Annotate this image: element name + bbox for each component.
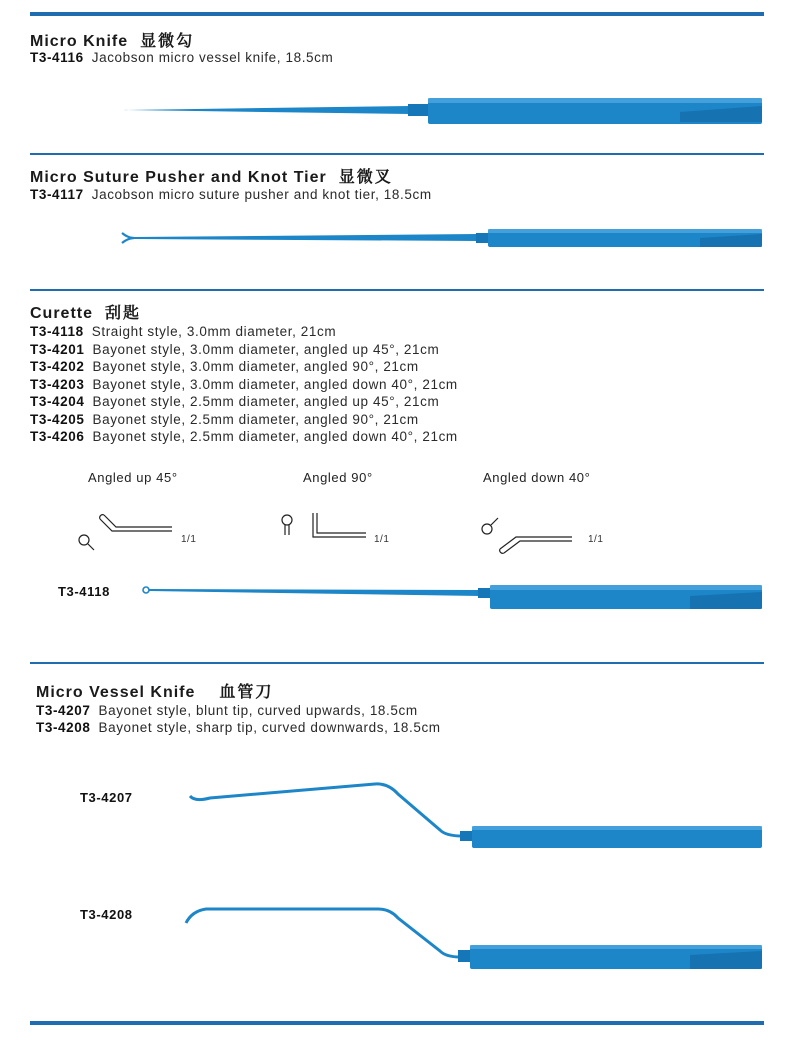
micro-knife-photo — [0, 92, 800, 132]
item-desc: Jacobson micro suture pusher and knot tier, 18.5cm — [91, 187, 432, 202]
top-rule — [30, 12, 764, 16]
item-code: T3-4207 — [36, 703, 91, 718]
section-title-cn: 显微叉 — [338, 169, 393, 186]
knife-collar — [460, 831, 474, 841]
fork-tip — [122, 233, 134, 243]
item-line — [30, 394, 439, 409]
item-code: T3-4206 — [30, 429, 85, 444]
curette-tip — [143, 587, 149, 593]
item-line — [30, 429, 458, 444]
section-title-suture-pusher — [30, 164, 393, 187]
item-desc: Bayonet style, 3.0mm diameter, angled down 40°, 21cm — [92, 377, 458, 392]
section-title-vessel-knife — [36, 679, 273, 702]
photo-tag-vessel-knife-downward: T3-4208 — [80, 907, 133, 922]
item-line — [30, 187, 432, 202]
curette-collar — [478, 588, 492, 598]
diagram-ratio: 1/1 — [181, 534, 197, 545]
photo-tag-curette: T3-4118 — [58, 584, 110, 599]
diagram-90 — [282, 513, 366, 537]
curette-photo — [0, 578, 800, 614]
curette-shaft — [149, 589, 480, 596]
item-line — [30, 359, 419, 374]
item-line — [30, 412, 419, 427]
item-code: T3-4117 — [30, 187, 84, 202]
section-title-cn: 刮匙 — [105, 305, 142, 322]
item-desc: Bayonet style, 2.5mm diameter, angled up 45°, 21cm — [92, 394, 440, 409]
curette-angle-diagrams — [0, 505, 800, 560]
section-title-micro-knife — [30, 28, 194, 51]
item-code: T3-4205 — [30, 412, 85, 427]
item-desc: Bayonet style, 3.0mm diameter, angled 90°, 21cm — [92, 359, 419, 374]
knife-shaft-bayonet — [186, 909, 460, 957]
section-title-text: Micro Suture Pusher and Knot Tier — [30, 169, 327, 186]
vessel-knife-upward-photo — [0, 770, 800, 855]
diagram-up-45 — [79, 515, 172, 550]
item-desc: Bayonet style, sharp tip, curved downwards, 18.5cm — [98, 720, 441, 735]
item-line — [36, 703, 418, 718]
section-title-curette — [30, 300, 141, 323]
item-desc: Straight style, 3.0mm diameter, 21cm — [91, 324, 337, 339]
item-code: T3-4204 — [30, 394, 85, 409]
item-line — [30, 342, 439, 357]
divider-rule — [30, 289, 764, 291]
item-code: T3-4201 — [30, 342, 85, 357]
knife-collar — [458, 950, 472, 962]
item-desc: Bayonet style, 3.0mm diameter, angled up 45°, 21cm — [92, 342, 440, 357]
knife-shaft-bayonet — [190, 784, 462, 836]
pusher-shaft — [134, 234, 478, 241]
divider-rule — [30, 153, 764, 155]
diagram-ratio: 1/1 — [374, 534, 390, 545]
section-title-cn: 血管刀 — [219, 684, 274, 701]
item-code: T3-4118 — [30, 324, 84, 339]
knife-collar — [408, 104, 430, 116]
bottom-rule — [30, 1021, 764, 1025]
diagram-label-up-45: Angled up 45° — [88, 470, 178, 485]
section-title-cn: 显微勾 — [140, 33, 195, 50]
item-code: T3-4208 — [36, 720, 91, 735]
diagram-down-40 — [482, 518, 572, 553]
item-desc: Bayonet style, blunt tip, curved upwards, 18.5cm — [98, 703, 418, 718]
photo-tag-vessel-knife-upward: T3-4207 — [80, 790, 133, 805]
item-line — [36, 720, 441, 735]
item-code: T3-4203 — [30, 377, 85, 392]
item-line — [30, 324, 336, 339]
pusher-collar — [476, 233, 490, 243]
divider-rule — [30, 662, 764, 664]
item-desc: Bayonet style, 2.5mm diameter, angled 90°, 21cm — [92, 412, 419, 427]
item-line — [30, 50, 333, 65]
item-code: T3-4202 — [30, 359, 85, 374]
vessel-knife-downward-photo — [0, 893, 800, 978]
section-title-text: Micro Knife — [30, 33, 129, 50]
section-title-text: Curette — [30, 305, 94, 322]
suture-pusher-photo — [0, 222, 800, 254]
knife-shaft — [123, 106, 410, 114]
item-code: T3-4116 — [30, 50, 84, 65]
item-desc: Bayonet style, 2.5mm diameter, angled down 40°, 21cm — [92, 429, 458, 444]
diagram-label-down-40: Angled down 40° — [483, 470, 591, 485]
section-title-text: Micro Vessel Knife — [36, 684, 196, 701]
diagram-ratio: 1/1 — [588, 534, 604, 545]
diagram-label-90: Angled 90° — [303, 470, 373, 485]
item-desc: Jacobson micro vessel knife, 18.5cm — [91, 50, 334, 65]
item-line — [30, 377, 458, 392]
